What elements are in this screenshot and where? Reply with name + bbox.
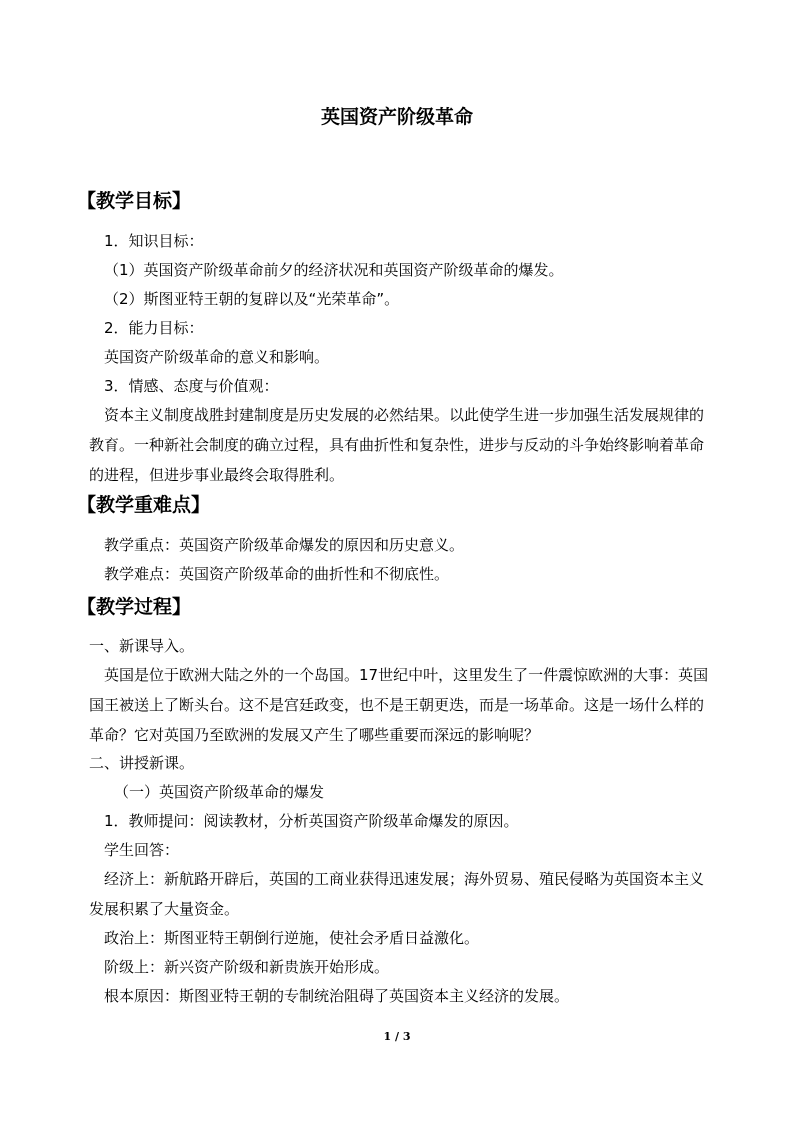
goals-paragraph: 1．知识目标： bbox=[104, 232, 204, 250]
process-subheading: （一）英国资产阶级革命的爆发 bbox=[114, 783, 325, 801]
section-heading-goals: 【教学目标】 bbox=[77, 190, 192, 212]
process-paragraph: 学生回答： bbox=[104, 841, 180, 859]
page-title: 英国资产阶级革命 bbox=[320, 106, 473, 128]
process-paragraph: 英国是位于欧洲大陆之外的一个岛国。17世纪中叶，这里发生了一件震惊欧洲的大事：英国国王被送上了断头台。这不是宫廷政变，也不是王朝更迭，而是一场革命。这是一场什么样的革命？它对英国乃至欧洲的发展又产生了哪些重要而深远的影响呢？ bbox=[89, 666, 709, 744]
section-heading-keypoints: 【教学重难点】 bbox=[77, 494, 211, 516]
process-paragraph: 一、新课导入。 bbox=[89, 637, 195, 655]
process-paragraph: 1．教师提问：阅读教材，分析英国资产阶级革命爆发的原因。 bbox=[104, 812, 519, 830]
process-paragraph: 政治上：斯图亚特王朝倒行逆施，使社会矛盾日益激化。 bbox=[104, 929, 480, 947]
process-paragraph: 二、讲授新课。 bbox=[89, 754, 195, 772]
goals-paragraph: 2．能力目标： bbox=[104, 319, 204, 337]
process-paragraph: 经济上：新航路开辟后，英国的工商业获得迅速发展；海外贸易、殖民侵略为英国资本主义发展积累了大量资金。 bbox=[89, 870, 705, 918]
keypoints-paragraph: 教学难点：英国资产阶级革命的曲折性和不彻底性。 bbox=[104, 565, 450, 583]
section-heading-process: 【教学过程】 bbox=[77, 596, 192, 618]
goals-paragraph: （1）英国资产阶级革命前夕的经济状况和英国资产阶级革命的爆发。 bbox=[104, 261, 564, 279]
goals-paragraph: （2）斯图亚特王朝的复辟以及“光荣革命”。 bbox=[104, 290, 400, 308]
process-paragraph: 阶级上：新兴资产阶级和新贵族开始形成。 bbox=[104, 958, 390, 976]
goals-paragraph: 英国资产阶级革命的意义和影响。 bbox=[104, 348, 330, 366]
page-number: 1 / 3 bbox=[383, 1030, 411, 1043]
keypoints-paragraph: 教学重点：英国资产阶级革命爆发的原因和历史意义。 bbox=[104, 536, 465, 554]
goals-paragraph: 3．情感、态度与价值观： bbox=[104, 377, 279, 395]
goals-paragraph: 资本主义制度战胜封建制度是历史发展的必然结果。以此使学生进一步加强生活发展规律的教育。一种新社会制度的确立过程，具有曲折性和复杂性，进步与反动的斗争始终影响着革命的进程，但进步事业最终会取得胜利。 bbox=[89, 406, 705, 484]
process-paragraph: 根本原因：斯图亚特王朝的专制统治阻碍了英国资本主义经济的发展。 bbox=[104, 987, 570, 1005]
